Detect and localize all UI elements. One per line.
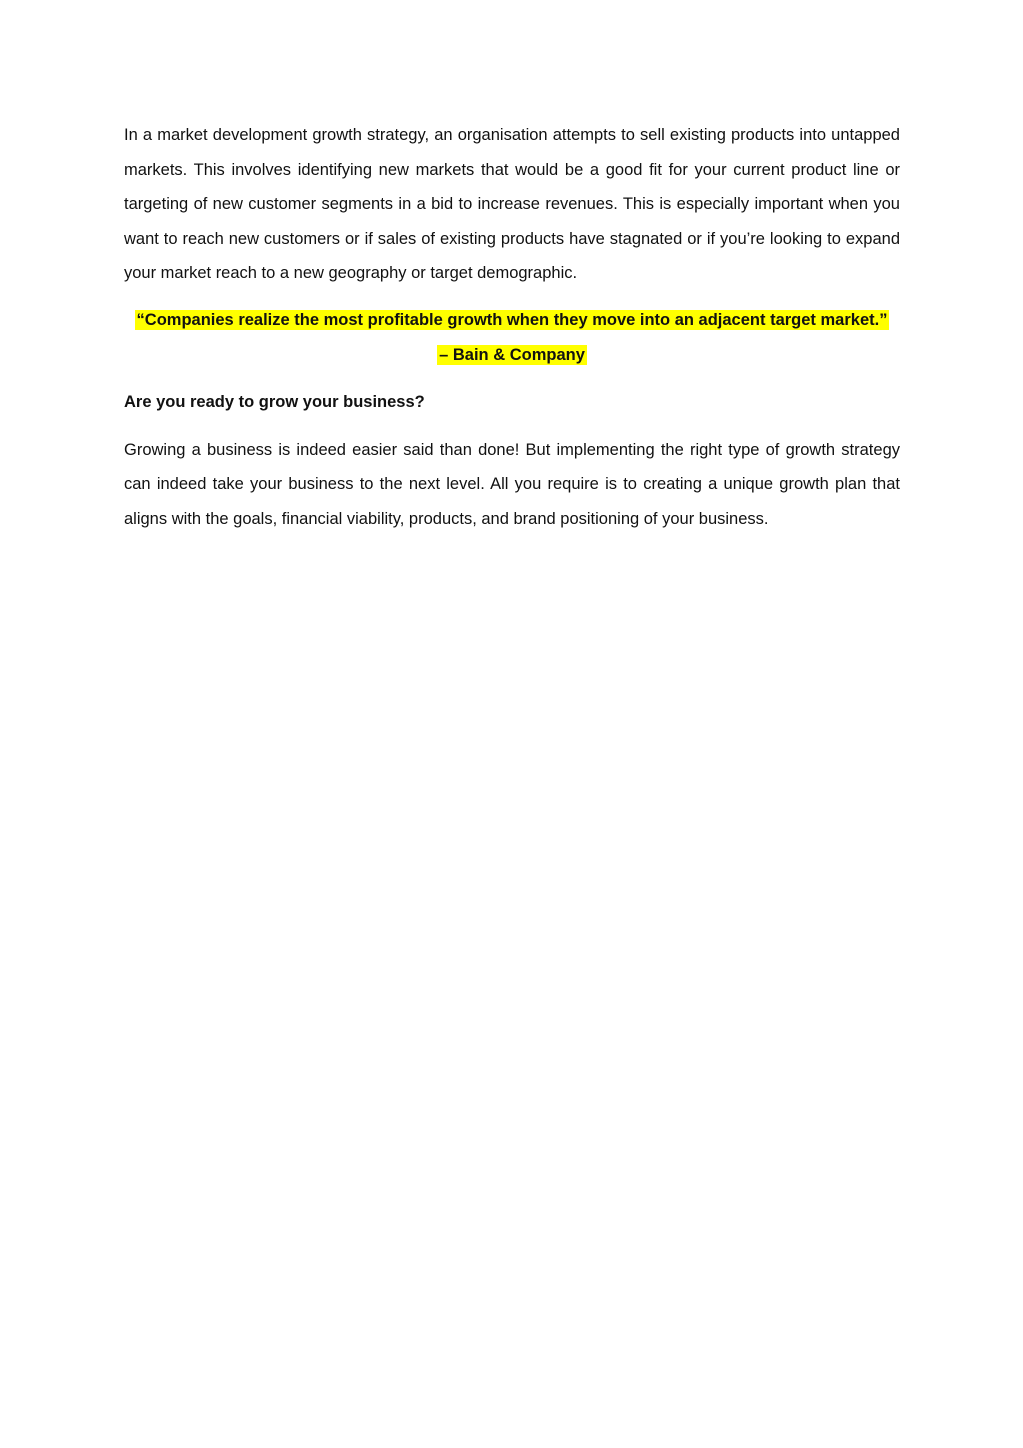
document-body bbox=[124, 118, 900, 537]
quote-text: “Companies realize the most profitable growth when they move into an adjacent target market.” bbox=[136, 310, 888, 329]
growth-paragraph: Growing a business is indeed easier said than done! But implementing the right type of growth strategy can indeed take your business to the next level. All you require is to creating a unique growth plan that aligns with the goals, financial viability, products, and brand positioning of your business. bbox=[124, 440, 900, 528]
intro-paragraph: In a market development growth strategy, an organisation attempts to sell existing products into untapped markets. This involves identifying new markets that would be a good fit for your current product line or targeting of new customer segments in a bid to increase revenues. This is especially important when you want to reach new customers or if sales of existing products have stagnated or if you’re looking to expand your market reach to a new geography or target demographic. bbox=[124, 126, 900, 283]
quote-attribution: – Bain & Company bbox=[439, 345, 585, 364]
section-heading: Are you ready to grow your business? bbox=[124, 393, 425, 412]
highlighted-quote bbox=[124, 303, 900, 372]
